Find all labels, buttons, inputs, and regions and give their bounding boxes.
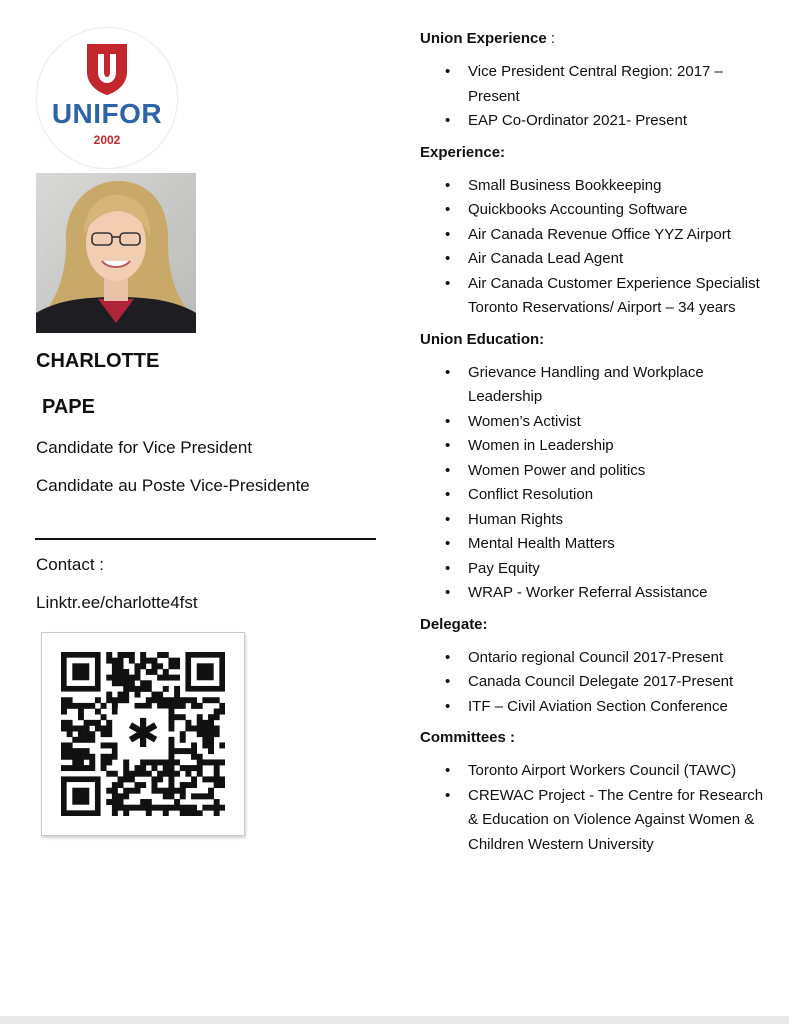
qr-code[interactable]: [41, 632, 245, 836]
candidate-photo: [36, 173, 196, 333]
list-item: • Air Canada Lead Agent: [420, 247, 770, 272]
contact-link[interactable]: Linktr.ee/charlotte4fst: [36, 593, 198, 612]
list-item: • CREWAC Project - The Centre for Research & Education on Violence Against Women & Children Western University: [420, 784, 770, 858]
shield-icon: [83, 42, 131, 96]
divider-line: [35, 538, 376, 540]
section-heading-text: Committees :: [420, 729, 516, 746]
list-item: • Pay Equity: [420, 557, 770, 582]
logo-year: 2002: [93, 133, 121, 147]
list-item: • Mental Health Matters: [420, 532, 770, 557]
qr-code-image: [61, 652, 225, 816]
section-heading-text: Union Education:: [420, 330, 545, 348]
logo-wordmark: UNIFOR: [51, 98, 163, 129]
details-column: [420, 30, 770, 867]
section-list: [420, 646, 770, 720]
list-item: • Grievance Handling and Workplace Leadership: [420, 361, 770, 410]
section-list: [420, 759, 770, 857]
list-item: • Human Rights: [420, 508, 770, 533]
list-item: • EAP Co-Ordinator 2021- Present: [420, 109, 770, 134]
candidate-title-fr: Candidate au Poste Vice-Presidente: [36, 476, 310, 495]
list-item: • Ontario regional Council 2017-Present: [420, 646, 770, 671]
section-heading: [420, 616, 770, 634]
candidate-first-name: CHARLOTTE: [36, 350, 160, 372]
candidate-last-name: PAPE: [42, 396, 95, 418]
list-item: • Vice President Central Region: 2017 – Present: [420, 60, 770, 109]
unifor-logo: [36, 27, 178, 169]
section-heading-text: Union Experience: [420, 30, 547, 47]
contact-label: Contact :: [36, 555, 105, 574]
list-item: • ITF – Civil Aviation Section Conference: [420, 695, 770, 720]
section-list: [420, 60, 770, 134]
section-list: [420, 361, 770, 606]
list-item: • Air Canada Revenue Office YYZ Airport: [420, 223, 770, 248]
asterisk-icon: ✱: [126, 711, 160, 757]
list-item: • Quickbooks Accounting Software: [420, 198, 770, 223]
list-item: • Women Power and politics: [420, 459, 770, 484]
candidate-title-en: Candidate for Vice President: [36, 438, 253, 457]
list-item: • Toronto Airport Workers Council (TAWC): [420, 759, 770, 784]
list-item: • Air Canada Customer Experience Specialist Toronto Reservations/ Airport – 34 years: [420, 272, 770, 321]
list-item: • Conflict Resolution: [420, 483, 770, 508]
page-bottom-edge: [0, 1016, 789, 1024]
section-heading: [420, 331, 770, 349]
section-heading: [420, 144, 770, 162]
section-heading-text: Delegate:: [420, 615, 488, 633]
section-heading: [420, 729, 770, 747]
list-item: • Women’s Activist: [420, 410, 770, 435]
section-heading-suffix: :: [546, 30, 556, 47]
list-item: • Small Business Bookkeeping: [420, 174, 770, 199]
section-heading: [420, 30, 770, 48]
list-item: • Women in Leadership: [420, 434, 770, 459]
list-item: • WRAP - Worker Referral Assistance: [420, 581, 770, 606]
section-list: [420, 174, 770, 321]
list-item: • Canada Council Delegate 2017-Present: [420, 670, 770, 695]
section-heading-text: Experience:: [420, 143, 506, 161]
